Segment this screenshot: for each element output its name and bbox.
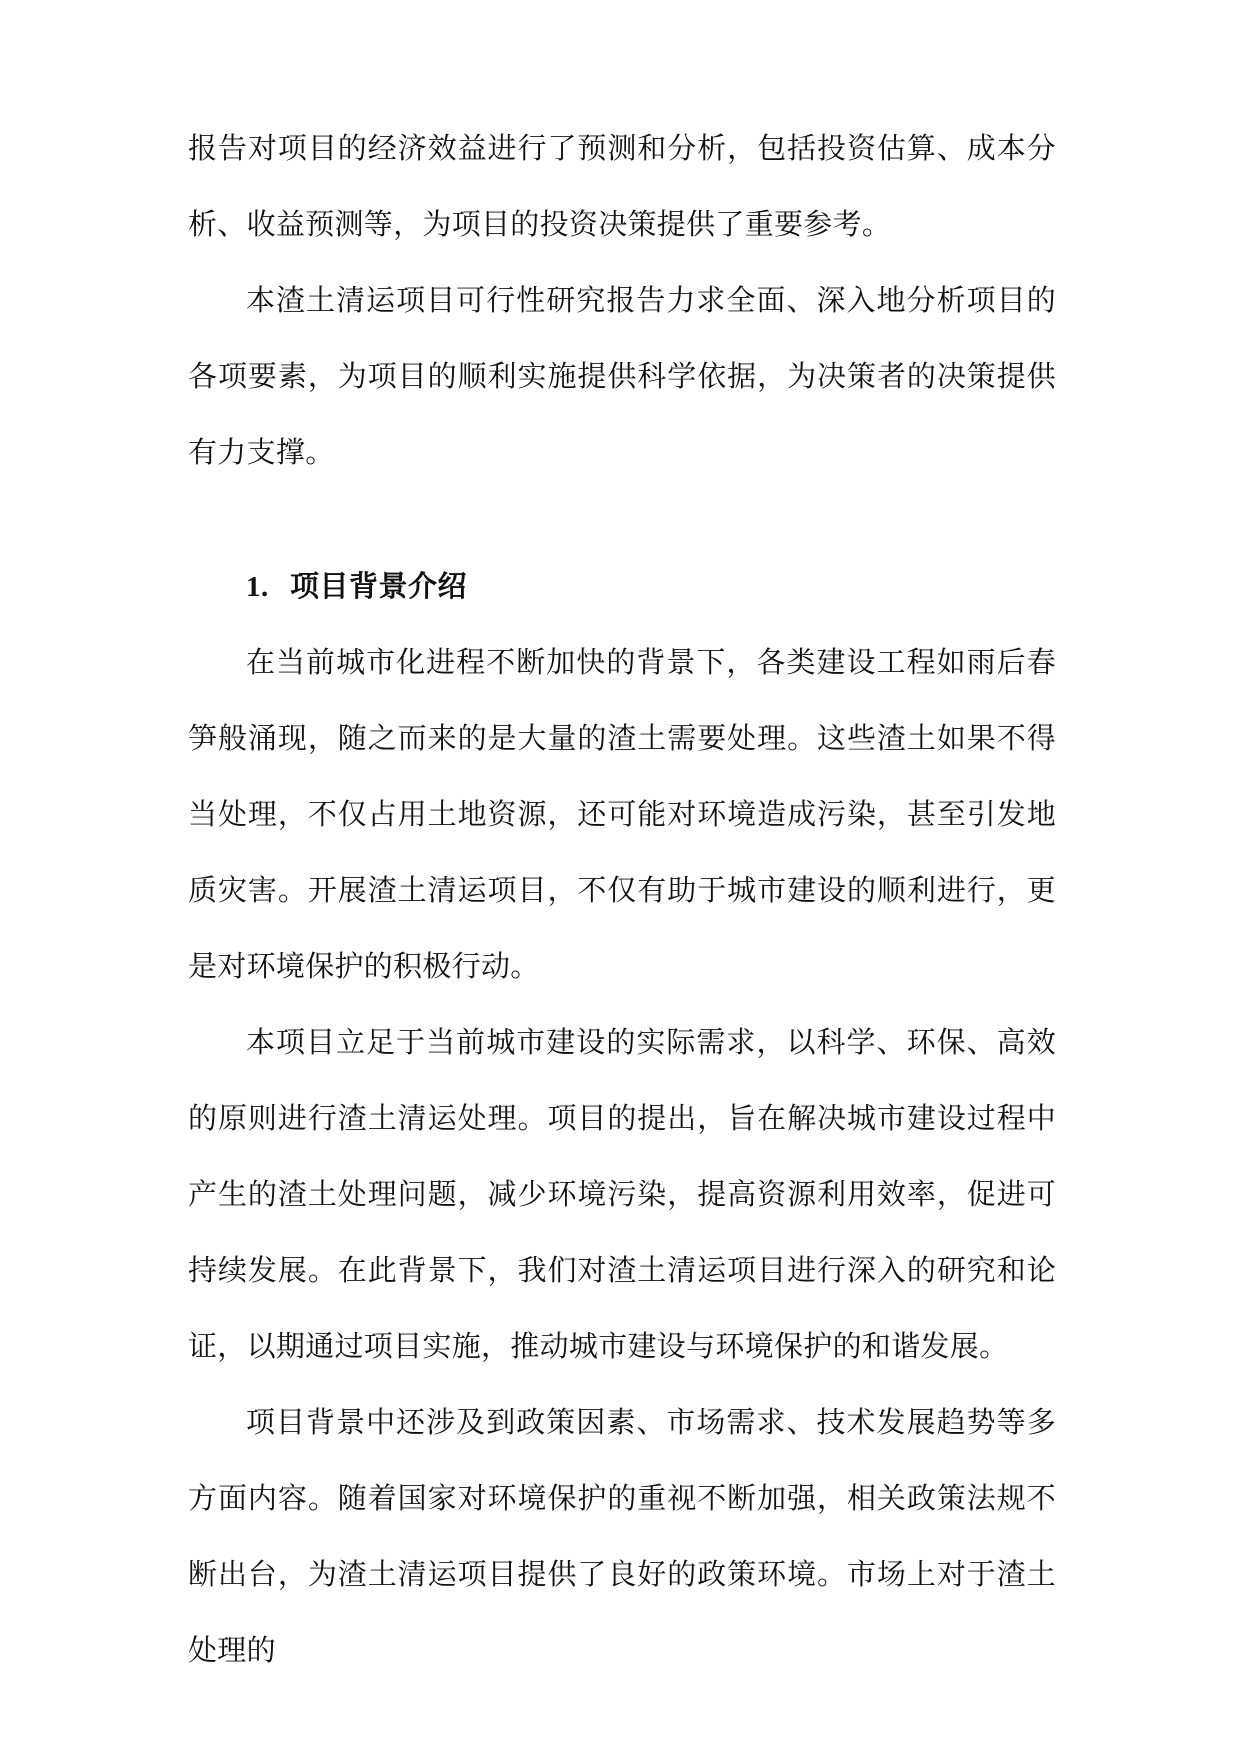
intro-paragraph-continued: 报告对项目的经济效益进行了预测和分析，包括投资估算、成本分析、收益预测等，为项目的投资决策提供了重要参考。 <box>188 131 1056 241</box>
section-text-block <box>188 548 1056 1688</box>
section-number: 1. <box>246 571 269 603</box>
section-paragraph: 本项目立足于当前城市建设的实际需求，以科学、环保、高效的原则进行渣土清运处理。项目的提出，旨在解决城市建设过程中产生的渣土处理问题，减少环境污染，提高资源利用效率，促进可持续发展。在此背景下，我们对渣土清运项目进行深入的研究和论证，以期通过项目实施，推动城市建设与环境保护的和谐发展。 <box>188 1025 1056 1363</box>
section-title: 项目背景介绍 <box>290 569 468 603</box>
section-paragraph: 在当前城市化进程不断加快的背景下，各类建设工程如雨后春笋般涌现，随之而来的是大量的渣土需要处理。这些渣土如果不得当处理，不仅占用土地资源，还可能对环境造成污染，甚至引发地质灾害。开展渣土清运项目，不仅有助于城市建设的顺利进行，更是对环境保护的积极行动。 <box>188 645 1056 983</box>
intro-paragraph: 本渣土清运项目可行性研究报告力求全面、深入地分析项目的各项要素，为项目的顺利实施提供科学依据，为决策者的决策提供有力支撑。 <box>188 283 1056 469</box>
section-paragraph: 项目背景中还涉及到政策因素、市场需求、技术发展趋势等多方面内容。随着国家对环境保护的重视不断加强，相关政策法规不断出台，为渣土清运项目提供了良好的政策环境。市场上对于渣土处理的 <box>188 1405 1056 1667</box>
intro-text-block <box>188 110 1056 490</box>
